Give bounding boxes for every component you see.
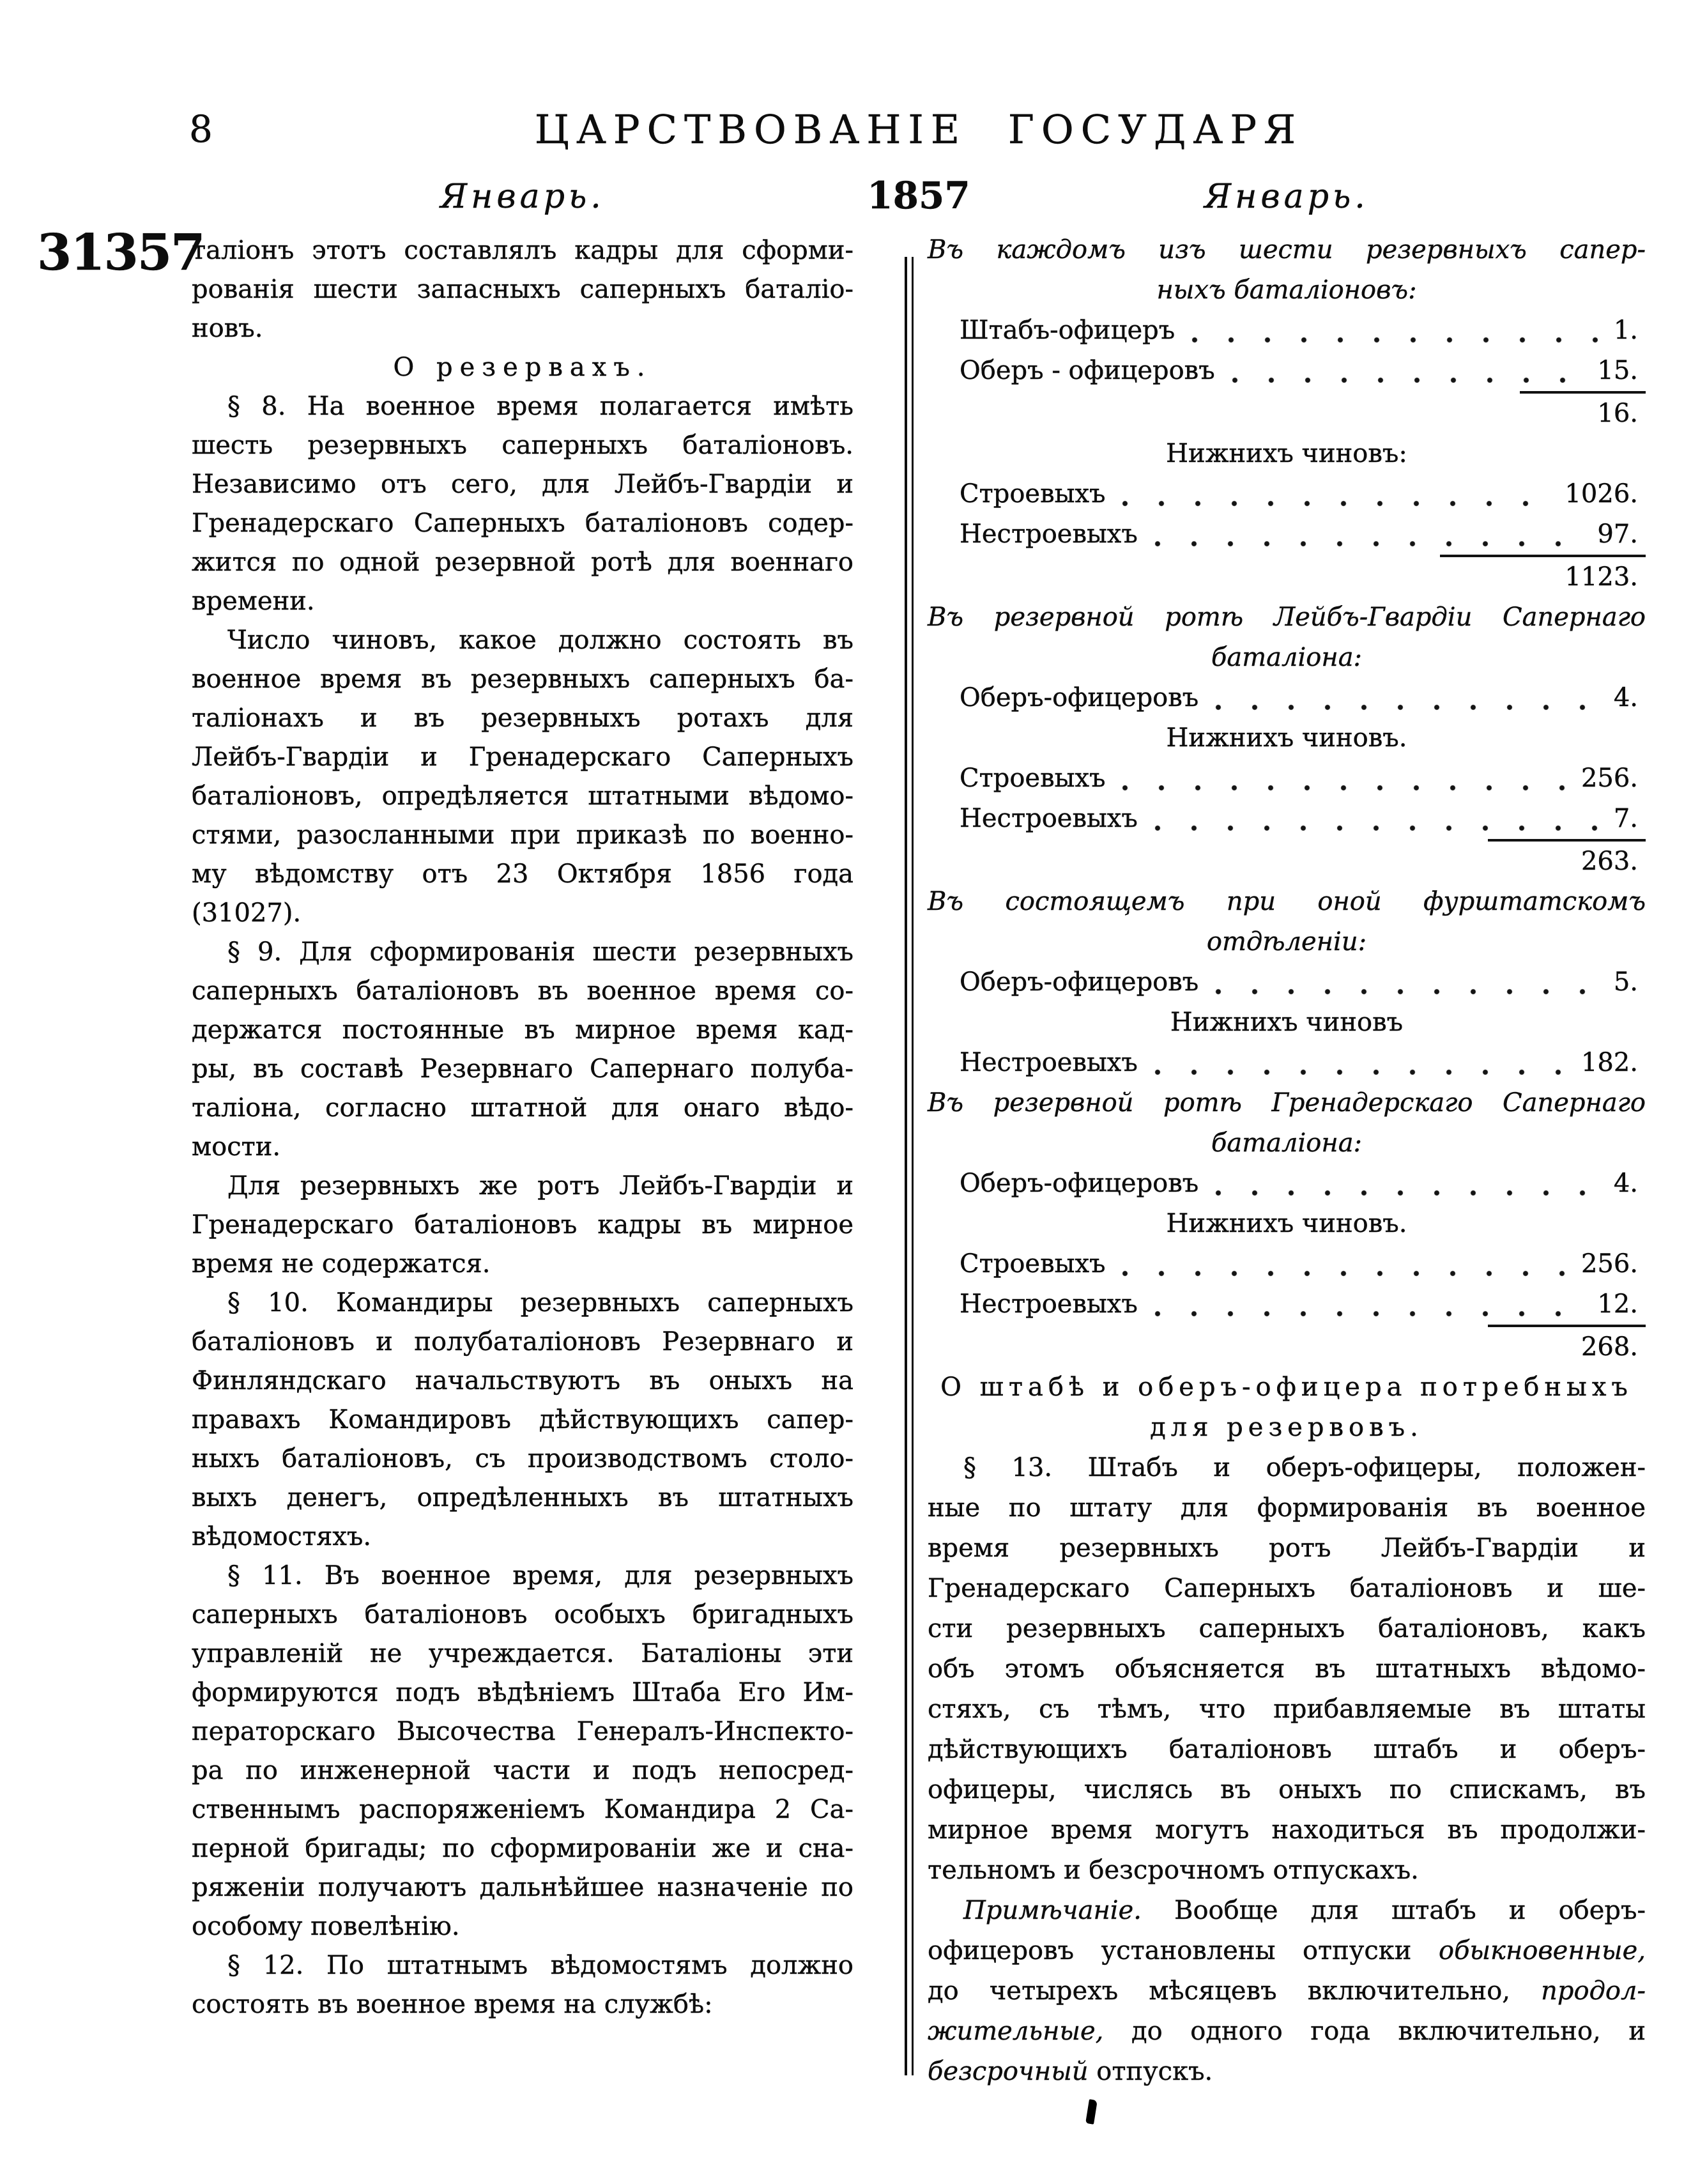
text-line: Независимо отъ сего, для Лейбъ-Гвардіи и: [192, 470, 853, 499]
total-row: [928, 391, 1646, 434]
ledger-value: 5.: [1613, 967, 1638, 997]
sub-heading: Нижнихъ чиновъ.: [1166, 1209, 1407, 1238]
italic-heading-line: баталіона:: [1211, 643, 1363, 672]
ledger-row: [928, 962, 1646, 1003]
text-line: Финляндскаго начальствуютъ въ оныхъ на: [192, 1366, 853, 1396]
month-label-right: Январь.: [1204, 178, 1369, 216]
text-line: ра по инженерной части и подъ непосред-: [192, 1756, 853, 1785]
sub-heading: Нижнихъ чиновъ:: [1166, 439, 1407, 468]
text-line: таліона, согласно штатной для онаго вѣдо-: [192, 1093, 853, 1123]
ledger-value: 1.: [1613, 316, 1638, 345]
ledger-label: Нестроевыхъ: [960, 1048, 1138, 1077]
text-line: управленій не учреждается. Баталіоны эти: [192, 1639, 853, 1668]
text-line: выхъ денегъ, опредѣленныхъ въ штатныхъ: [192, 1483, 853, 1512]
ledger-label: Оберъ-офицеровъ: [960, 967, 1199, 997]
text-line: состоять въ военное время на службѣ:: [192, 1990, 713, 2019]
ledger-label: Строевыхъ: [960, 1249, 1106, 1279]
total-value: 16.: [1520, 391, 1646, 434]
text-line: § 9. Для сформированія шести резервныхъ: [227, 937, 853, 967]
text-line: офицеры, числясь въ оныхъ по спискамъ, въ: [928, 1775, 1646, 1804]
text-line: держатся постоянные въ мирное время кад-: [192, 1015, 853, 1045]
text-line: Гренадерскаго Саперныхъ баталіоновъ и ше-: [928, 1574, 1646, 1603]
text-line: Число чиновъ, какое должно состоять въ: [227, 626, 853, 655]
text-line: правахъ Командировъ дѣйствующихъ сапер-: [192, 1405, 853, 1434]
column-divider-rule: [905, 257, 914, 2075]
ledger-value: 12.: [1597, 1289, 1638, 1319]
text-line: Гренадерскаго баталіоновъ кадры въ мирное: [192, 1210, 853, 1240]
text-line: время резервныхъ ротъ Лейбъ-Гвардіи и: [928, 1534, 1646, 1563]
ledger-value: 97.: [1597, 519, 1638, 549]
ledger-row: [928, 1244, 1646, 1284]
text-line: ряженіи получаютъ дальнѣйшее назначеніе по: [192, 1873, 853, 1902]
italic-heading-line: ныхъ баталіоновъ:: [1156, 275, 1417, 305]
text-line: баталіоновъ и полубаталіоновъ Резервнаго и: [192, 1327, 853, 1357]
total-row: [928, 839, 1646, 882]
text-line: безсрочный отпускъ.: [928, 2057, 1213, 2086]
text-line: ственнымъ распоряженіемъ Командира 2 Са-: [192, 1795, 853, 1824]
left-column: [192, 231, 853, 2024]
text-line: перной бригады; по сформированіи же и сна-: [192, 1834, 853, 1863]
text-line: рованія шести запасныхъ саперныхъ баталіо-: [192, 275, 853, 304]
ledger-row: [928, 474, 1646, 514]
italic-heading-line: Въ резервной ротѣ Лейбъ-Гвардіи Сапернаго: [928, 603, 1646, 632]
ledger-label: Нестроевыхъ: [960, 519, 1138, 549]
ledger-value: 182.: [1581, 1048, 1638, 1077]
text-line: шесть резервныхъ саперныхъ баталіоновъ.: [192, 431, 853, 460]
text-line: стями, разосланными при приказѣ по военно-: [192, 820, 853, 850]
text-line: время не содержатся.: [192, 1249, 491, 1279]
ledger-label: Строевыхъ: [960, 479, 1106, 509]
text-line: саперныхъ баталіоновъ особыхъ бригадныхъ: [192, 1600, 853, 1629]
ledger-row: [928, 514, 1646, 555]
ledger-label: Строевыхъ: [960, 764, 1106, 793]
text-line: ры, въ составѣ Резервнаго Сапернаго полуба-: [192, 1054, 853, 1084]
text-line: (31027).: [192, 898, 302, 928]
ledger-row: [928, 1043, 1646, 1083]
ledger-value: 4.: [1613, 683, 1638, 712]
ledger-value: 4.: [1613, 1169, 1638, 1198]
text-line: вѣдомостяхъ.: [192, 1522, 372, 1551]
text-line: му вѣдомству отъ 23 Октября 1856 года: [192, 859, 853, 889]
ledger-row: [928, 758, 1646, 799]
ledger-row: [928, 351, 1646, 391]
month-label-left: Январь.: [440, 178, 605, 216]
year-label: 1857: [867, 174, 970, 217]
text-line: до четырехъ мѣсяцевъ включительно, продол-: [928, 1976, 1646, 2006]
dot-leader: [1154, 514, 1586, 555]
ledger-label: Нестроевыхъ: [960, 1289, 1138, 1319]
text-line: объ этомъ объясняется въ штатныхъ вѣдомо-: [928, 1654, 1646, 1684]
dot-leader: [1154, 1043, 1570, 1083]
spaced-heading-line: О штабѣ и оберъ-офицера потребныхъ: [940, 1373, 1633, 1402]
dot-leader: [1215, 678, 1602, 718]
text-line: времени.: [192, 587, 315, 616]
text-line: особому повелѣнію.: [192, 1912, 460, 1941]
text-line: Гренадерскаго Саперныхъ баталіоновъ содер-: [192, 509, 853, 538]
italic-heading-line: отдѣленіи:: [1206, 927, 1367, 957]
ledger-row: [928, 678, 1646, 718]
ledger-value: 7.: [1613, 804, 1638, 833]
text-line: новъ.: [192, 314, 263, 343]
text-line: стяхъ, съ тѣмъ, что прибавляемые въ штаты: [928, 1695, 1646, 1724]
text-line: Лейбъ-Гвардіи и Гренадерскаго Саперныхъ: [192, 742, 853, 772]
entry-number: 31357: [37, 224, 204, 282]
italic-heading-line: Въ резервной ротѣ Гренадерскаго Сапернаго: [928, 1088, 1646, 1118]
italic-heading-line: баталіона:: [1211, 1128, 1363, 1158]
text-line: жительные, до одного года включительно, и: [928, 2017, 1646, 2046]
text-line: офицеровъ установлены отпуски обыкновенные,: [928, 1936, 1646, 1965]
text-line: Для резервныхъ же ротъ Лейбъ-Гвардіи и: [227, 1171, 853, 1201]
ledger-value: 256.: [1581, 1249, 1638, 1279]
total-value: 1123.: [1440, 555, 1646, 597]
text-line: § 11. Въ военное время, для резервныхъ: [227, 1561, 853, 1590]
total-value: 268.: [1488, 1325, 1646, 1367]
text-line: жится по одной резервной ротѣ для военнаго: [192, 548, 853, 577]
dot-leader: [1232, 351, 1586, 391]
dot-leader: [1122, 474, 1553, 514]
total-value: 263.: [1488, 839, 1646, 882]
text-line: ныхъ баталіоновъ, съ производствомъ столо-: [192, 1444, 853, 1473]
text-line: саперныхъ баталіоновъ въ военное время со-: [192, 976, 853, 1006]
text-line: таліонахъ и въ резервныхъ ротахъ для: [192, 704, 853, 733]
ledger-label: Оберъ-офицеровъ: [960, 683, 1199, 712]
ledger-row: [928, 1284, 1646, 1325]
text-line: § 13. Штабъ и оберъ-офицеры, положен-: [963, 1453, 1646, 1482]
sub-heading: Нижнихъ чиновъ: [1170, 1008, 1404, 1037]
dot-leader: [1154, 1284, 1586, 1325]
text-line: Примѣчаніе. Вообще для штабъ и оберъ-: [963, 1896, 1646, 1925]
ledger-row: [928, 311, 1646, 351]
italic-heading-line: Въ состоящемъ при оной фурштатскомъ: [928, 887, 1646, 916]
ledger-row: [928, 1164, 1646, 1204]
text-line: § 8. На военное время полагается имѣть: [227, 392, 853, 421]
dot-leader: [1215, 962, 1602, 1003]
italic-heading-line: Въ каждомъ изъ шести резервныхъ сапер-: [928, 235, 1646, 265]
ledger-label: Штабъ-офицеръ: [960, 316, 1175, 345]
text-line: формируются подъ вѣдѣніемъ Штаба Его Им-: [192, 1678, 853, 1707]
text-line: дѣйствующихъ баталіоновъ штабъ и оберъ-: [928, 1735, 1646, 1764]
text-line: § 10. Командиры резервныхъ саперныхъ: [227, 1288, 853, 1318]
text-line: военное время въ резервныхъ саперныхъ ба-: [192, 665, 853, 694]
dot-leader: [1154, 799, 1602, 839]
text-line: таліонъ этотъ составлялъ кадры для сформи-: [192, 236, 853, 265]
dot-leader: [1122, 1244, 1569, 1284]
total-row: [928, 555, 1646, 597]
dot-leader: [1215, 1164, 1602, 1204]
text-line: мирное время могутъ находиться въ продолжи-: [928, 1815, 1646, 1845]
text-line: тельномъ и безсрочномъ отпускахъ.: [928, 1856, 1419, 1885]
ledger-label: Нестроевыхъ: [960, 804, 1138, 833]
ledger-value: 256.: [1581, 764, 1638, 793]
ledger-label: Оберъ - офицеровъ: [960, 356, 1215, 385]
page-number: 8: [189, 107, 213, 151]
ink-blot-mark: [1085, 2099, 1098, 2125]
total-row: [928, 1325, 1646, 1367]
text-line: мости.: [192, 1132, 281, 1162]
ledger-label: Оберъ-офицеровъ: [960, 1169, 1199, 1198]
sub-heading: Нижнихъ чиновъ.: [1166, 723, 1407, 753]
text-line: § 12. По штатнымъ вѣдомостямъ должно: [227, 1951, 853, 1980]
text-line: сти резервныхъ саперныхъ баталіоновъ, какъ: [928, 1614, 1646, 1643]
ledger-value: 15.: [1597, 356, 1638, 385]
page-title: ЦАРСТВОВАНІЕ ГОСУДАРЯ: [534, 106, 1303, 153]
text-line: баталіоновъ, опредѣляется штатными вѣдомо-: [192, 781, 853, 811]
dot-leader: [1122, 758, 1569, 799]
ledger-value: 1026.: [1565, 479, 1638, 509]
spaced-heading-line: для резервовъ.: [1150, 1413, 1423, 1442]
text-line: ные по штату для формированія въ военное: [928, 1493, 1646, 1523]
section-heading: О резервахъ.: [393, 353, 652, 382]
dot-leader: [1191, 311, 1602, 351]
right-column: [928, 230, 1646, 2092]
text-line: ператорскаго Высочества Генералъ-Инспекто-: [192, 1717, 853, 1746]
ledger-row: [928, 799, 1646, 839]
